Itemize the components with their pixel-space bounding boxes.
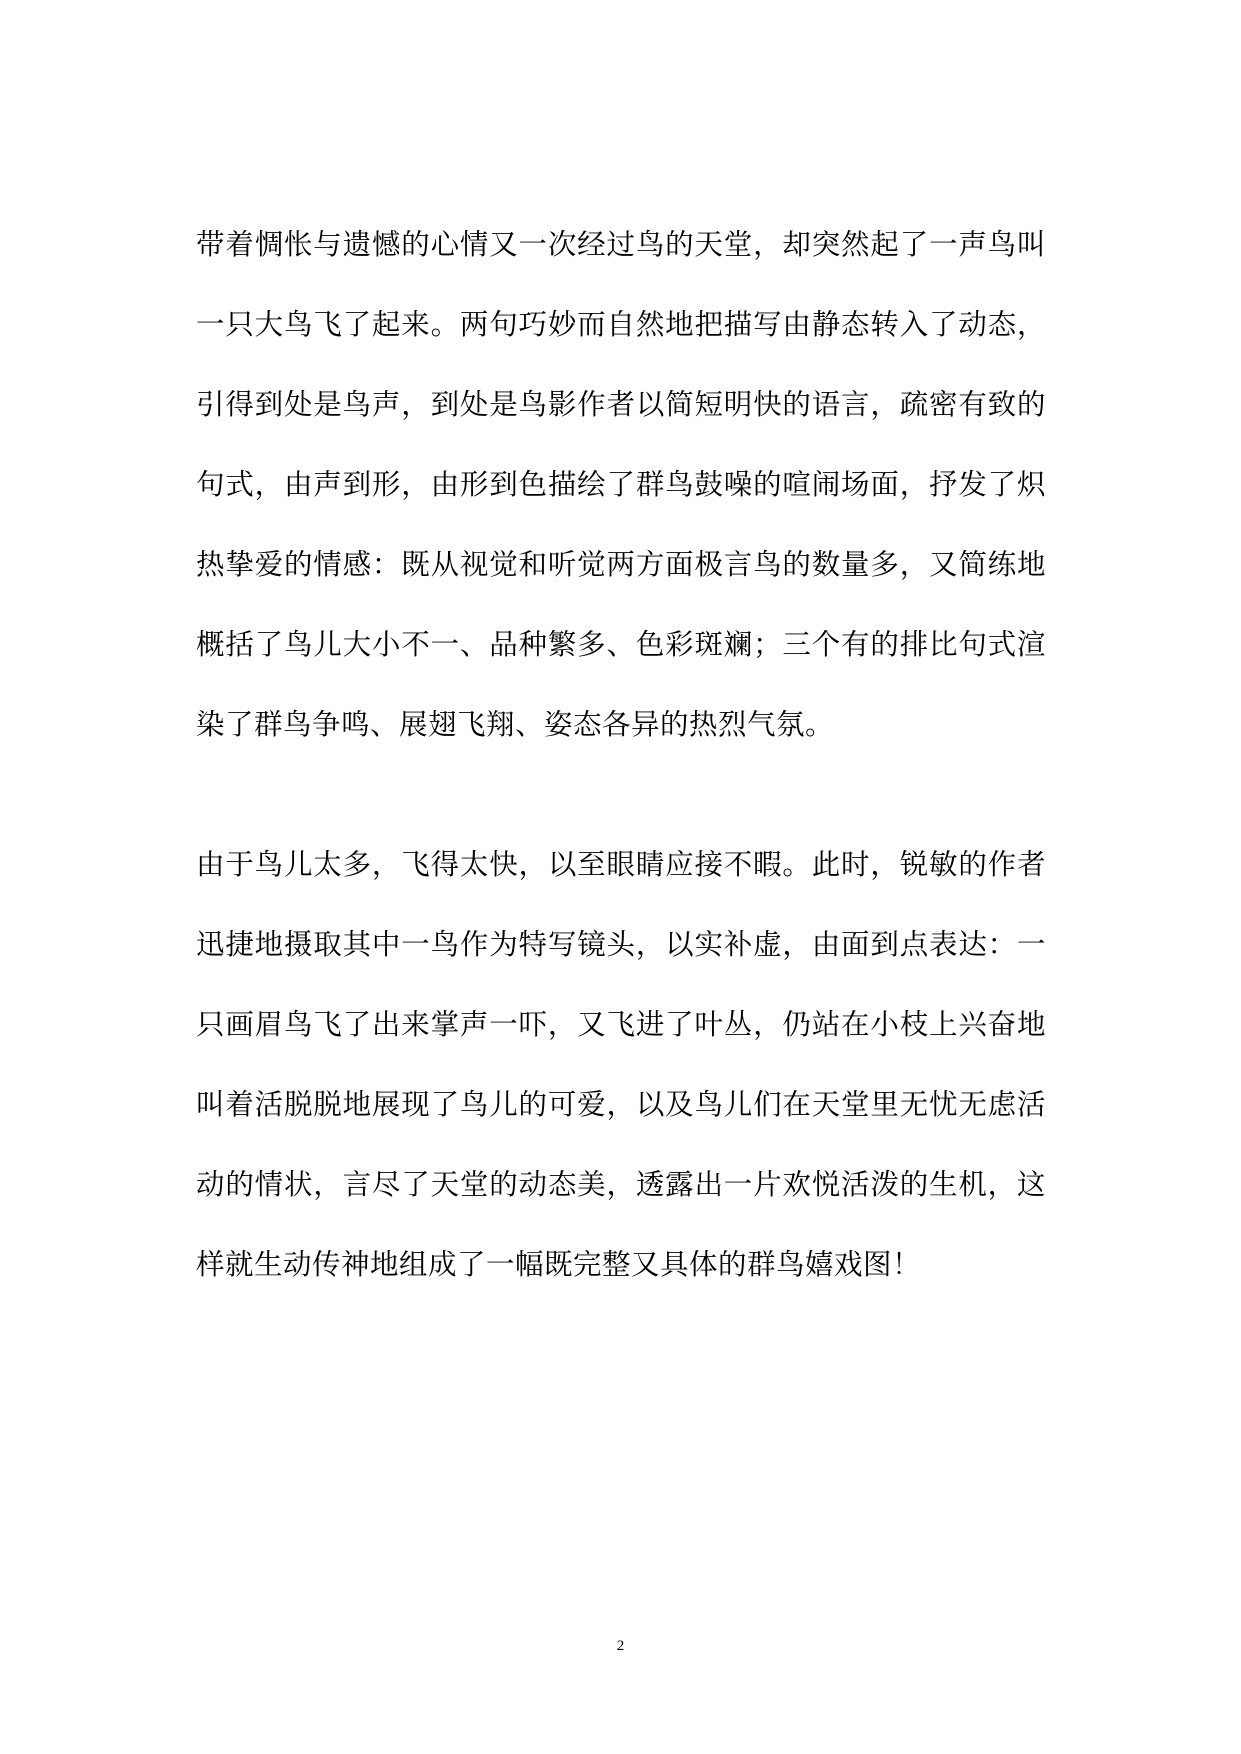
- paragraph-line: 句式，由声到形，由形到色描绘了群鸟鼓噪的喧闹场面，抒发了炽: [196, 468, 1046, 501]
- paragraph-line: 概括了鸟儿大小不一、品种繁多、色彩斑斓；三个有的排比句式渲: [196, 628, 1046, 661]
- paragraph-line: 迅捷地摄取其中一鸟作为特写镜头，以实补虚，由面到点表达：一: [196, 928, 1046, 961]
- paragraph-line: 动的情状，言尽了天堂的动态美，透露出一片欢悦活泼的生机，这: [196, 1168, 1046, 1201]
- paragraph-line: 染了群鸟争鸣、展翅飞翔、姿态各异的热烈气氛。: [196, 708, 835, 741]
- page-number: 2: [616, 1638, 625, 1654]
- paragraph-line: 叫着活脱脱地展现了鸟儿的可爱，以及鸟儿们在天堂里无忧无虑活: [196, 1088, 1046, 1121]
- paragraph-line: 样就生动传神地组成了一幅既完整又具体的群鸟嬉戏图！: [196, 1248, 922, 1281]
- paragraph-line: 只画眉鸟飞了出来掌声一吓，又飞进了叶丛，仍站在小枝上兴奋地: [196, 1008, 1046, 1041]
- paragraph-line: 引得到处是鸟声，到处是鸟影作者以简短明快的语言，疏密有致的: [196, 388, 1046, 421]
- paragraph-line: 由于鸟儿太多，飞得太快，以至眼睛应接不暇。此时，锐敏的作者: [196, 848, 1046, 881]
- paragraph-line: 热挚爱的情感：既从视觉和听觉两方面极言鸟的数量多，又简练地: [196, 548, 1046, 581]
- paragraph-line: 一只大鸟飞了起来。两句巧妙而自然地把描写由静态转入了动态，: [196, 308, 1046, 341]
- paragraph-line: 带着惆怅与遗憾的心情又一次经过鸟的天堂，却突然起了一声鸟叫: [196, 228, 1046, 261]
